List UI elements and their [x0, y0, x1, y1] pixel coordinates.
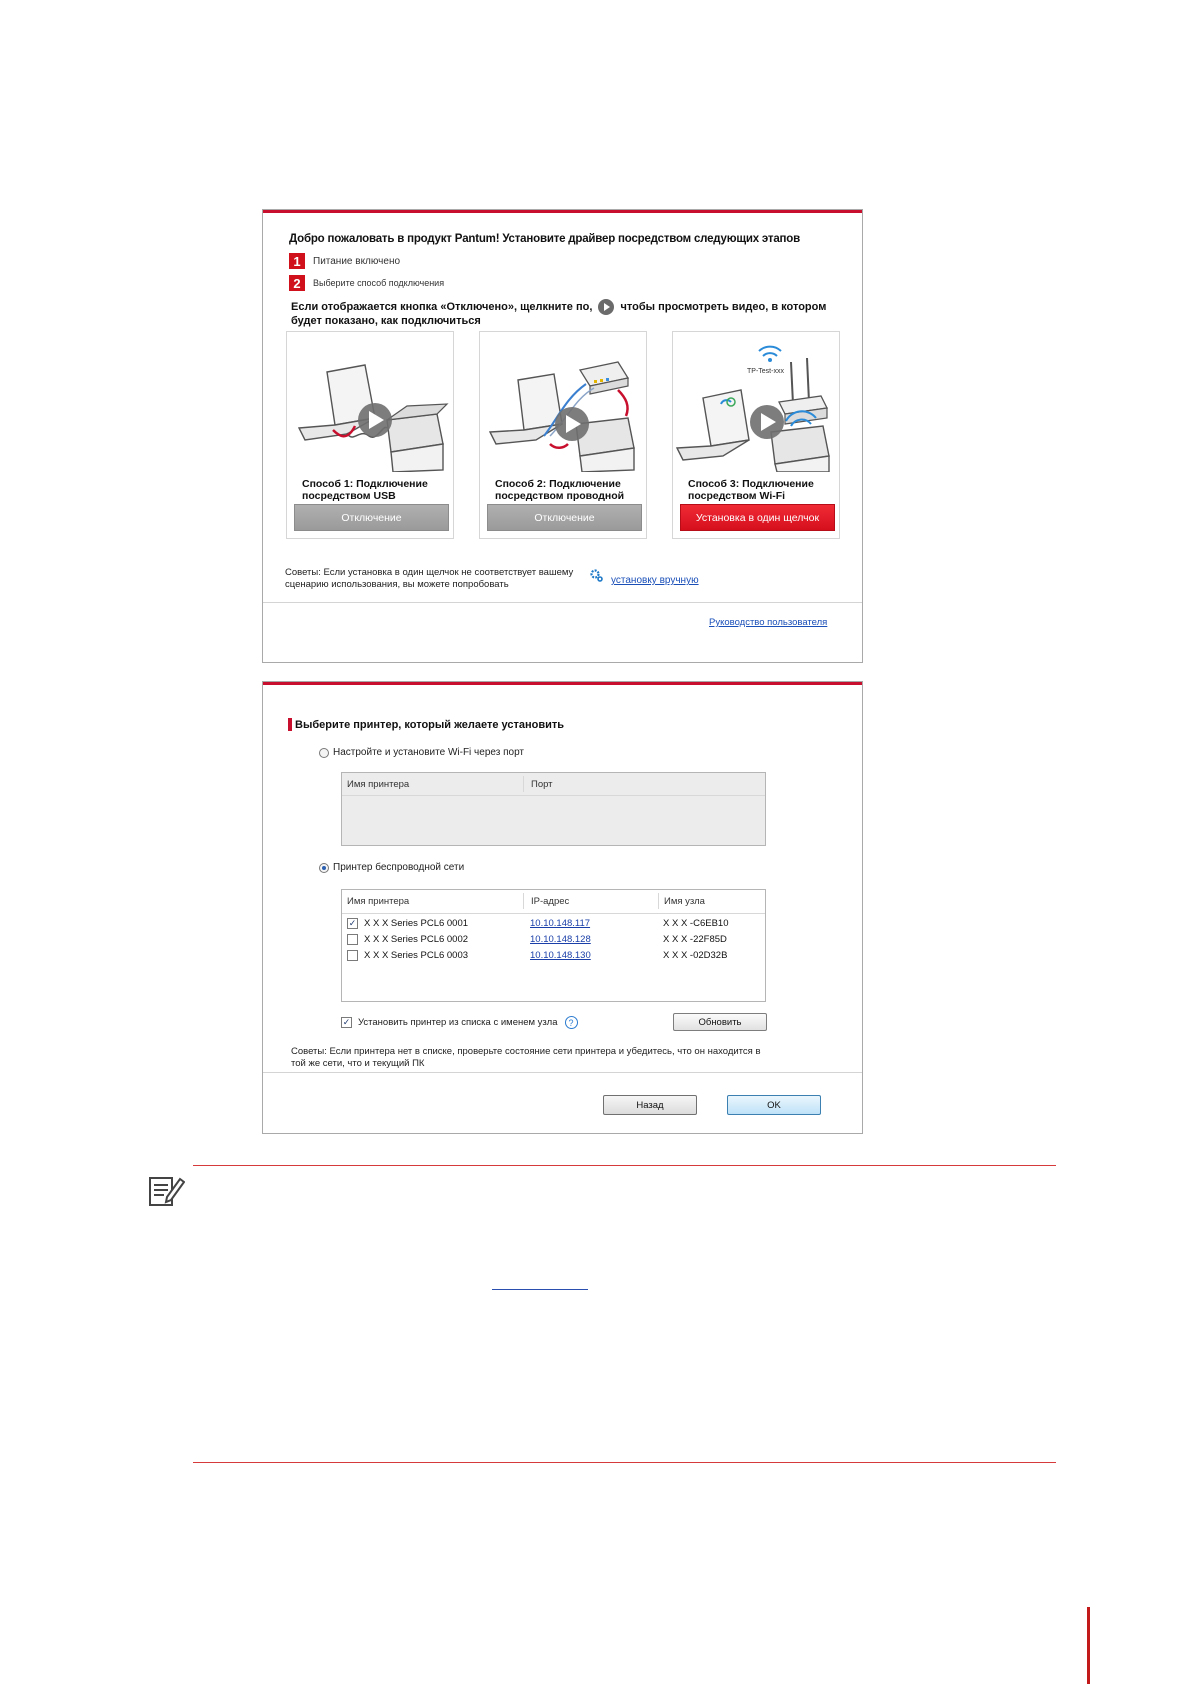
window-accent-bar — [263, 210, 862, 213]
table-row[interactable] — [347, 932, 757, 947]
printer-select-window — [262, 681, 863, 1134]
node-option-label: Установить принтер из списка с именем узла — [358, 1017, 558, 1028]
radio-label: Настройте и установите Wi-Fi через порт — [333, 747, 524, 758]
back-button[interactable]: Назад — [603, 1095, 697, 1115]
step-1 — [289, 253, 400, 269]
method-caption: Способ 1: Подключение посредством USB — [302, 478, 428, 502]
column-divider — [523, 776, 524, 792]
usb-connection-illustration — [287, 332, 453, 472]
installer-title: Добро пожаловать в продукт Pantum! Установите драйвер посредством следующих этапов — [289, 233, 800, 245]
row-checkbox[interactable]: ✓ — [348, 918, 357, 928]
notice-text-before: Если отображается кнопка «Отключено», щелкните по, — [291, 300, 593, 313]
one-click-install-button[interactable]: Установка в один щелчок — [680, 504, 835, 531]
column-header-printer-name: Имя принтера — [347, 778, 410, 790]
printer-ip-link[interactable]: 10.10.148.117 — [530, 918, 591, 929]
column-divider — [523, 893, 524, 909]
printer-name: X X X Series PCL6 0001 — [364, 918, 469, 929]
installer-window — [262, 209, 863, 663]
divider — [263, 1072, 862, 1073]
column-header-node: Имя узла — [664, 895, 705, 907]
note-top-rule — [193, 1165, 1056, 1166]
table-row[interactable] — [347, 916, 757, 931]
radio-button-selected[interactable] — [319, 863, 329, 873]
usb-disconnected-button[interactable]: Отключение — [294, 504, 449, 531]
wired-disconnected-button[interactable]: Отключение — [487, 504, 642, 531]
wireless-printer-table — [341, 889, 766, 1002]
selector-title — [288, 718, 564, 731]
header-divider — [342, 795, 765, 796]
header-divider — [342, 913, 765, 914]
page-edge-rule — [1087, 1607, 1090, 1684]
refresh-button[interactable]: Обновить — [673, 1013, 767, 1031]
printer-name: X X X Series PCL6 0002 — [364, 934, 469, 945]
radio-button[interactable] — [319, 748, 329, 758]
radio-wifi-via-port[interactable] — [319, 747, 524, 758]
wired-connection-illustration — [480, 332, 646, 472]
column-header-ip: IP-адрес — [531, 895, 570, 907]
printer-ip-link[interactable]: 10.10.148.130 — [530, 950, 591, 961]
step-2 — [289, 275, 444, 291]
port-printer-table — [341, 772, 766, 846]
node-option-checkbox[interactable]: ✓ — [342, 1017, 351, 1027]
play-icon[interactable] — [598, 299, 614, 315]
notice-text-after: чтобы просмотреть видео, в котором будет показано, как подключиться — [291, 300, 827, 327]
ok-button[interactable]: OK — [727, 1095, 821, 1115]
method-card-wired — [479, 331, 647, 539]
printer-node: X X X -C6EB10 — [663, 918, 729, 929]
note-link-underline[interactable] — [492, 1289, 588, 1290]
divider — [263, 602, 862, 603]
table-row[interactable] — [347, 948, 757, 963]
method-card-wifi — [672, 331, 840, 539]
step-label: Питание включено — [313, 255, 401, 267]
note-bottom-rule — [193, 1462, 1056, 1463]
column-divider — [658, 893, 659, 909]
column-header-printer-name: Имя принтера — [347, 895, 410, 907]
user-guide-link[interactable]: Руководство пользователя — [709, 617, 828, 628]
radio-label: Принтер беспроводной сети — [333, 862, 465, 873]
selector-title-text: Выберите принтер, который желаете установить — [295, 718, 565, 731]
gear-icon — [589, 568, 603, 582]
manual-install-link[interactable]: установку вручную — [611, 575, 699, 586]
help-icon[interactable]: ? — [565, 1016, 578, 1029]
method-caption: Способ 3: Подключение посредством Wi-Fi — [688, 478, 814, 502]
note-pencil-icon — [147, 1173, 185, 1209]
wifi-connection-illustration — [673, 332, 839, 472]
printer-ip-link[interactable]: 10.10.148.128 — [530, 934, 591, 945]
method-caption: Способ 2: Подключение посредством проводной — [495, 478, 625, 502]
printer-name: X X X Series PCL6 0003 — [364, 950, 469, 961]
router-ssid-label: TP-Test-xxx — [747, 368, 784, 375]
video-notice — [291, 299, 839, 328]
title-marker — [288, 718, 292, 731]
row-checkbox[interactable] — [347, 934, 358, 945]
selector-tips: Советы: Если принтера нет в списке, проверьте состояние сети принтера и убедитесь, что он находится в той же сети, что и текущий ПК — [291, 1046, 761, 1069]
step-label: Выберите способ подключения — [313, 278, 445, 288]
step-number: 2 — [289, 275, 305, 291]
window-accent-bar — [263, 682, 862, 685]
method-card-usb — [286, 331, 454, 539]
row-checkbox[interactable] — [347, 950, 358, 961]
installer-tips: Советы: Если установка в один щелчок не соответствует вашему сценарию использования, вы можете попробовать — [285, 567, 574, 590]
printer-node: X X X -22F85D — [663, 934, 727, 945]
step-number: 1 — [289, 253, 305, 269]
node-name-option[interactable] — [341, 1016, 578, 1029]
printer-node: X X X -02D32B — [663, 950, 728, 961]
radio-wireless-printer[interactable] — [319, 862, 464, 873]
column-header-port: Порт — [531, 778, 553, 790]
